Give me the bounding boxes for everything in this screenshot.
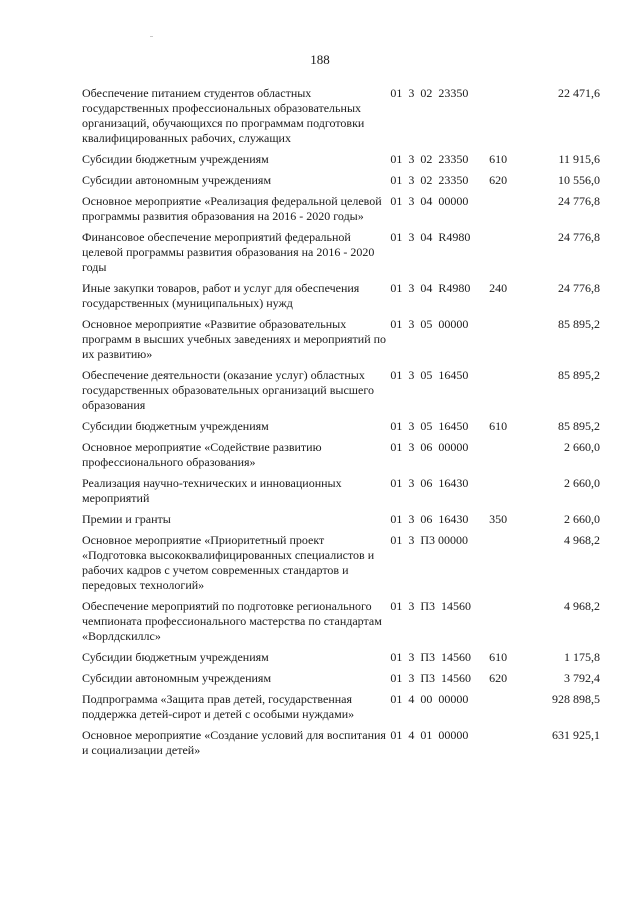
table-row (82, 173, 600, 194)
table-row (82, 440, 600, 476)
table-row (82, 230, 600, 281)
row-amount: 3 792,4 (564, 671, 600, 685)
row-expense-type: 240 (489, 281, 508, 295)
row-code: 01 3 05 16450 (390, 368, 469, 382)
row-name: Основное мероприятие «Приоритетный проект «Подготовка высококвалифицированных специалистов и рабочих кадров с учетом современных стандартов и передовых технологий» (82, 533, 375, 592)
row-name: Реализация научно-технических и инновационных мероприятий (82, 476, 342, 505)
row-code: 01 4 01 00000 (390, 728, 469, 742)
row-amount: 85 895,2 (558, 317, 600, 331)
row-name: Основное мероприятие «Реализация федеральной целевой программы развития образования на 2016 - 2020 годы» (82, 194, 382, 223)
row-name: Обеспечение питанием студентов областных государственных профессиональных образовательных организаций, обучающихся по программам подготовки квалифицированных рабочих, служащих (82, 86, 365, 145)
row-amount: 4 968,2 (564, 533, 600, 547)
row-amount: 631 925,1 (552, 728, 600, 742)
row-expense-type: 610 (489, 152, 508, 166)
row-code: 01 3 04 00000 (390, 194, 469, 208)
row-amount: 928 898,5 (552, 692, 600, 706)
row-amount: 85 895,2 (558, 368, 600, 382)
row-code: 01 4 00 00000 (390, 692, 469, 706)
row-name: Подпрограмма «Защита прав детей, государственная поддержка детей-сирот и детей с особыми нуждами» (82, 692, 355, 721)
row-amount: 85 895,2 (558, 419, 600, 433)
table-row (82, 281, 600, 317)
row-name: Субсидии бюджетным учреждениям (82, 152, 269, 166)
table-row (82, 476, 600, 512)
row-code: 01 3 04 R4980 (390, 281, 471, 295)
row-name: Иные закупки товаров, работ и услуг для обеспечения государственных (муниципальных) нужд (82, 281, 360, 310)
row-amount: 22 471,6 (558, 86, 600, 100)
row-expense-type (489, 86, 525, 152)
row-amount: 24 776,8 (558, 230, 600, 244)
row-amount: 24 776,8 (558, 281, 600, 295)
row-amount: 2 660,0 (564, 476, 600, 490)
row-expense-type (489, 440, 525, 476)
table-row (82, 692, 600, 728)
row-expense-type: 610 (489, 650, 508, 664)
row-expense-type: 610 (489, 419, 508, 433)
row-code: 01 3 06 16430 (390, 512, 469, 526)
row-expense-type (489, 533, 525, 599)
row-expense-type (489, 317, 525, 368)
table-row (82, 671, 600, 692)
row-code: 01 3 П3 00000 (390, 533, 469, 547)
row-name: Финансовое обеспечение мероприятий федеральной целевой программы развития образования на 2016 - 2020 годы (82, 230, 375, 274)
row-code: 01 3 06 00000 (390, 440, 469, 454)
table-row (82, 317, 600, 368)
scan-speck (150, 36, 153, 37)
row-expense-type (489, 476, 525, 512)
row-name: Основное мероприятие «Создание условий для воспитания и социализации детей» (82, 728, 386, 757)
row-expense-type (489, 692, 525, 728)
budget-table-body (82, 86, 600, 764)
row-code: 01 3 05 00000 (390, 317, 469, 331)
row-name: Обеспечение мероприятий по подготовке регионального чемпионата профессионального мастерства по стандартам «Ворлдскиллс» (82, 599, 382, 643)
table-row (82, 599, 600, 650)
row-name: Основное мероприятие «Содействие развитию профессионального образования» (82, 440, 322, 469)
row-code: 01 3 П3 14560 (390, 599, 472, 613)
page-number: 188 (310, 52, 330, 67)
row-expense-type: 350 (489, 512, 508, 526)
row-expense-type: 620 (489, 173, 508, 187)
row-amount: 24 776,8 (558, 194, 600, 208)
row-code: 01 3 П3 14560 (390, 671, 472, 685)
row-code: 01 3 02 23350 (390, 152, 469, 166)
table-row (82, 152, 600, 173)
table-row (82, 512, 600, 533)
row-name: Обеспечение деятельности (оказание услуг) областных государственных образовательных организаций высшего образования (82, 368, 374, 412)
row-amount: 4 968,2 (564, 599, 600, 613)
row-name: Премии и гранты (82, 512, 171, 526)
row-expense-type (489, 194, 525, 230)
row-amount: 2 660,0 (564, 512, 600, 526)
row-code: 01 3 06 16430 (390, 476, 469, 490)
row-code: 01 3 02 23350 (390, 173, 469, 187)
row-name: Основное мероприятие «Развитие образовательных программ в высших учебных заведениях и мероприятий по их развитию» (82, 317, 387, 361)
row-expense-type (489, 728, 525, 764)
table-row (82, 728, 600, 764)
table-row (82, 650, 600, 671)
row-code: 01 3 05 16450 (390, 419, 469, 433)
row-code: 01 3 04 R4980 (390, 230, 471, 244)
row-code: 01 3 П3 14560 (390, 650, 472, 664)
row-amount: 2 660,0 (564, 440, 600, 454)
row-amount: 10 556,0 (558, 173, 600, 187)
row-amount: 1 175,8 (564, 650, 600, 664)
table-row (82, 194, 600, 230)
row-code: 01 3 02 23350 (390, 86, 469, 100)
row-expense-type (489, 230, 525, 281)
table-row (82, 533, 600, 599)
row-name: Субсидии бюджетным учреждениям (82, 419, 269, 433)
table-row (82, 368, 600, 419)
table-row (82, 419, 600, 440)
budget-table (82, 86, 600, 764)
row-name: Субсидии автономным учреждениям (82, 671, 272, 685)
row-name: Субсидии автономным учреждениям (82, 173, 272, 187)
row-expense-type (489, 599, 525, 650)
row-name: Субсидии бюджетным учреждениям (82, 650, 269, 664)
row-expense-type: 620 (489, 671, 508, 685)
row-amount: 11 915,6 (558, 152, 600, 166)
table-row (82, 86, 600, 152)
row-expense-type (489, 368, 525, 419)
